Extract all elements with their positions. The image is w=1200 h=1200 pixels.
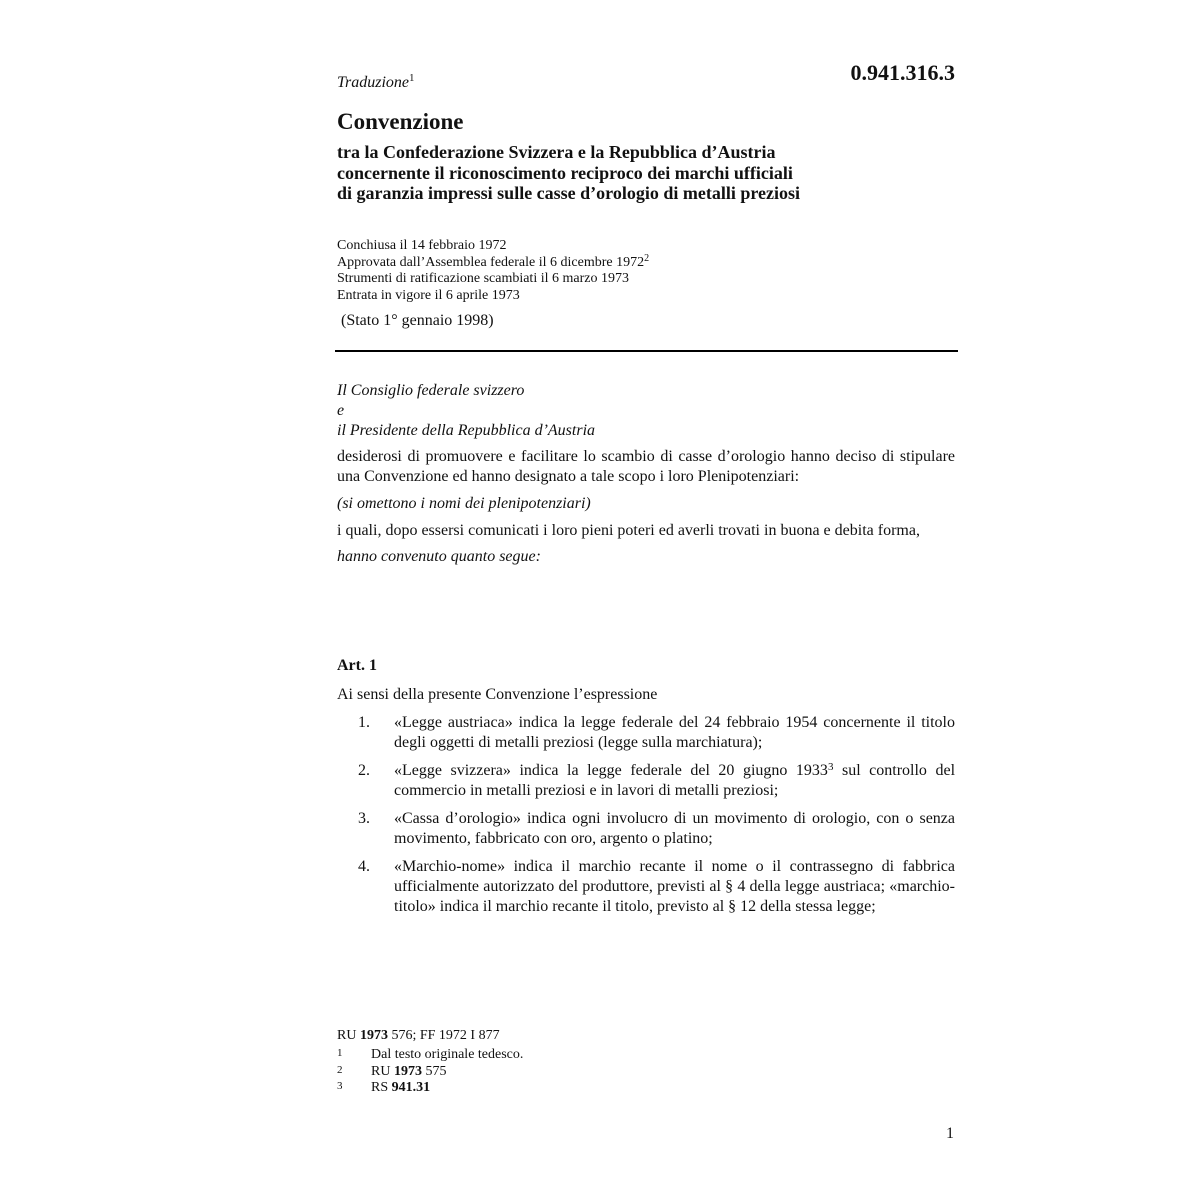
party-2: il Presidente della Repubblica d’Austria: [337, 422, 596, 439]
list-item-number: 1.: [358, 714, 370, 731]
footnote-ref-2[interactable]: 2: [644, 252, 650, 264]
footnote-number: 1: [337, 1047, 343, 1059]
translation-text: Traduzione: [337, 74, 410, 91]
footnote-text-bold: 1973: [393, 1063, 422, 1079]
list-item-number: 4.: [358, 858, 370, 875]
article-1-title: Art. 1: [337, 657, 377, 674]
footnotes: [337, 1047, 523, 1097]
footnote-text-part: RS: [371, 1080, 392, 1095]
list-item-number: 2.: [358, 762, 370, 779]
subtitle-line-3: di garanzia impressi sulle casse d’orologio di metalli preziosi: [337, 183, 800, 203]
translation-label: [337, 74, 415, 92]
footnote-text-bold: 941.31: [391, 1080, 431, 1095]
page-number: 1: [946, 1125, 954, 1142]
party-conjunction: e: [337, 402, 345, 419]
date-concluded: Conchiusa il 14 febbraio 1972: [337, 238, 507, 253]
list-item-text: «Cassa d’orologio» indica ogni involucro di un movimento di orologio, con o senza movimento, fabbricato con oro, argento o platino;: [394, 810, 955, 847]
preamble: [337, 381, 955, 567]
list-item: [337, 761, 955, 801]
party-1: Il Consiglio federale svizzero: [337, 382, 525, 399]
list-item: [337, 809, 955, 849]
header-divider: [335, 350, 958, 352]
ref-prefix: RU: [337, 1028, 360, 1043]
footnote: [337, 1064, 523, 1081]
status-date: (Stato 1° gennaio 1998): [341, 312, 494, 329]
date-approved: [337, 252, 650, 272]
ref-year: 1973: [359, 1028, 388, 1043]
footnote-number: 3: [337, 1080, 343, 1092]
date-in-force: Entrata in vigore il 6 aprile 1973: [337, 287, 520, 303]
footnote: [337, 1080, 523, 1097]
footnote-text: [371, 1047, 523, 1064]
footnote-text-part: Dal testo originale tedesco.: [371, 1047, 524, 1062]
preamble-agreed: hanno convenuto quanto segue:: [337, 548, 541, 565]
list-item-number: 3.: [358, 810, 370, 827]
footnote-ref-3[interactable]: 3: [827, 761, 834, 773]
publication-reference: [337, 1028, 500, 1044]
document-subtitle: [337, 142, 957, 204]
definitions-list: [337, 713, 955, 925]
treaty-dates: [337, 238, 649, 304]
document-title: Convenzione: [337, 109, 464, 134]
footnote-text-part: 575: [421, 1063, 447, 1079]
date-approved-text: Approvata dall’Assemblea federale il 6 dicembre 1972: [337, 254, 645, 270]
footnote-text: [371, 1080, 430, 1097]
article-1-intro: Ai sensi della presente Convenzione l’espressione: [337, 686, 658, 703]
document-code: 0.941.316.3: [850, 60, 955, 85]
list-item-text-part: sul controllo del commercio in metalli preziosi e in lavori di metalli preziosi;: [394, 762, 956, 799]
footnote-text-part: RU: [371, 1063, 394, 1079]
list-item: [337, 713, 955, 753]
list-item-text: [394, 761, 955, 801]
date-ratification: Strumenti di ratificazione scambiati il 6 marzo 1973: [337, 271, 629, 286]
list-item-text-part: «Legge svizzera» indica la legge federale del 20 giugno 1933: [394, 762, 828, 779]
footnote-text: [371, 1064, 446, 1081]
subtitle-line-1: tra la Confederazione Svizzera e la Repubblica d’Austria: [337, 142, 776, 162]
list-item-text: «Marchio-nome» indica il marchio recante il nome o il contrassegno di fabbrica ufficialmente autorizzato del produttore, previsti al § 4 della legge austriaca; «marchio-titolo» indica il marchio recante il titolo, previsto al § 12 della stessa legge;: [394, 858, 955, 915]
preamble-purpose: desiderosi di promuovere e facilitare lo scambio di casse d’orologio hanno deciso di stipulare una Convenzione ed hanno designato a tale scopo i loro Plenipotenziari:: [337, 448, 955, 485]
footnote: [337, 1047, 523, 1064]
preamble-omitted-names: (si omettono i nomi dei plenipotenziari): [337, 495, 591, 512]
ref-suffix: 576; FF 1972 I 877: [387, 1028, 500, 1043]
list-item-text: «Legge austriaca» indica la legge federale del 24 febbraio 1954 concernente il titolo degli oggetti di metalli preziosi (legge sulla marchiatura);: [394, 714, 955, 751]
preamble-credentials: i quali, dopo essersi comunicati i loro pieni poteri ed averli trovati in buona e debita forma,: [337, 522, 920, 539]
list-item: [337, 857, 955, 917]
footnote-ref-1[interactable]: 1: [409, 72, 415, 84]
footnote-number: 2: [337, 1063, 343, 1076]
subtitle-line-2: concernente il riconoscimento reciproco dei marchi ufficiali: [337, 162, 793, 183]
